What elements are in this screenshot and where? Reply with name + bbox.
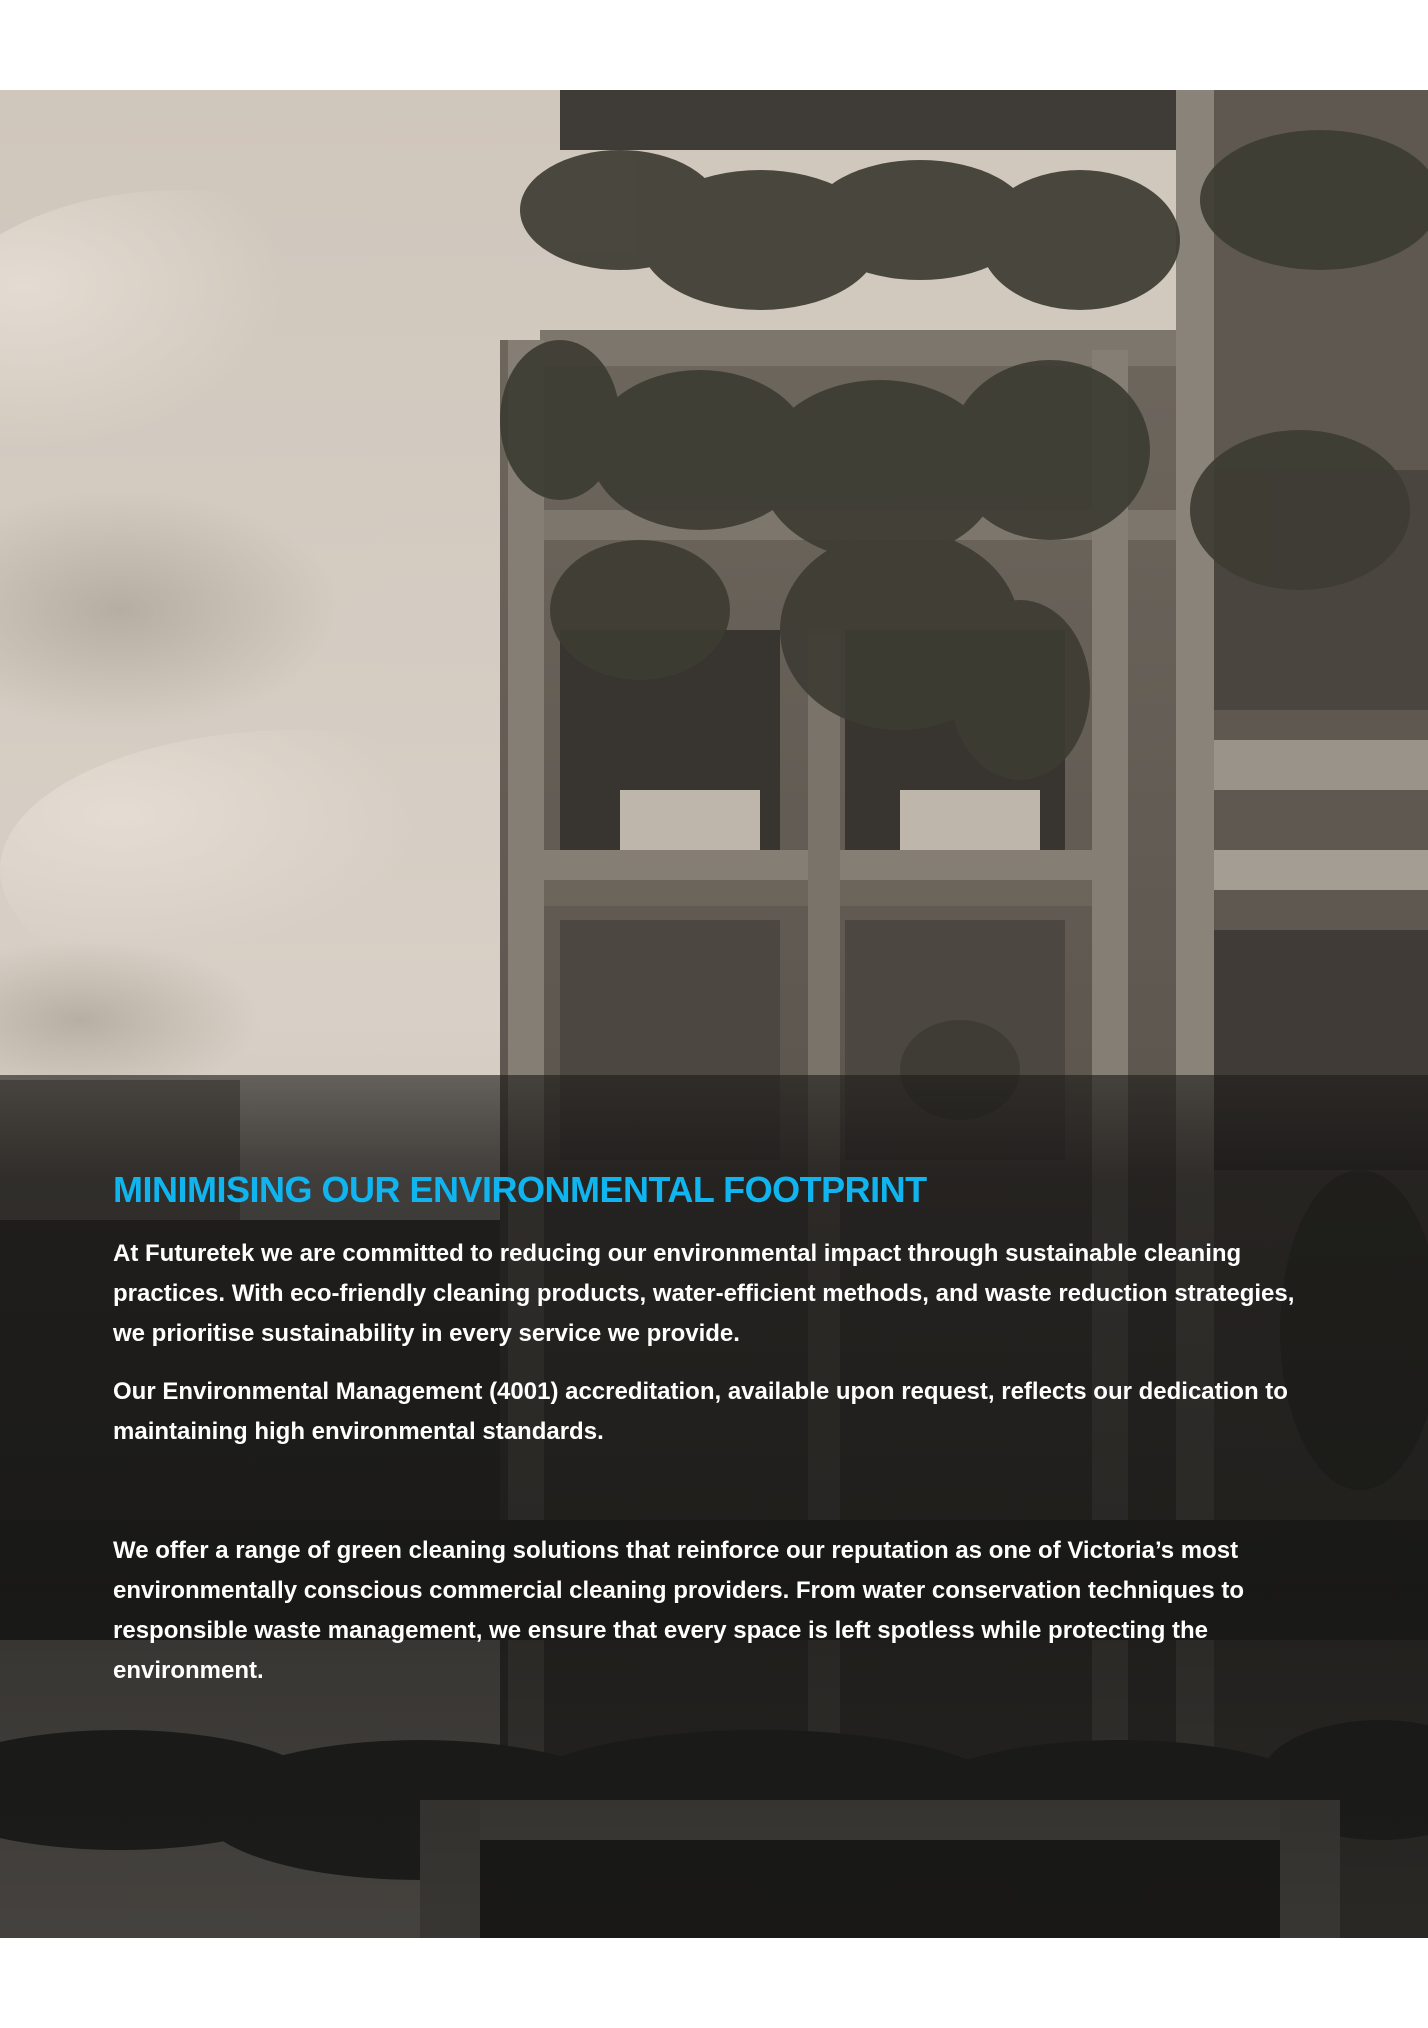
content-section (113, 1170, 1313, 1691)
paragraph-accreditation: Our Environmental Management (4001) accreditation, available upon request, reflects our dedication to maintaining high environmental standards. (113, 1377, 1288, 1445)
paragraph-commitment: At Futuretek we are committed to reducing our environmental impact through sustainable cleaning practices. With eco-friendly cleaning products, water-efficient methods, and waste reduction strategies, we prioritise sustainability in every service we provide. (113, 1239, 1295, 1347)
section-heading: MINIMISING OUR ENVIRONMENTAL FOOTPRINT (113, 1169, 927, 1210)
paragraph-green-solutions: We offer a range of green cleaning solutions that reinforce our reputation as one of Victoria’s most environmentally conscious commercial cleaning providers. From water conservation techniques to responsible waste management, we ensure that every space is left spotless while protecting the environment. (113, 1536, 1244, 1684)
